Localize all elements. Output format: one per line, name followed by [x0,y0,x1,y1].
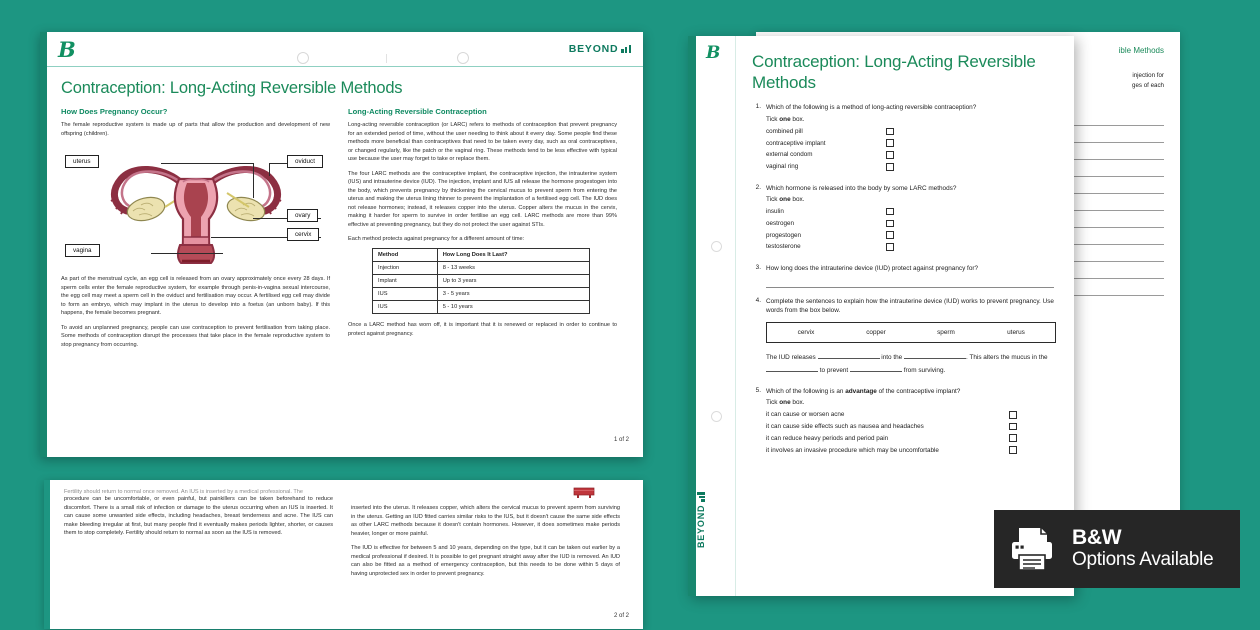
quiz-question-1 [752,103,1060,174]
option-row [766,128,1060,136]
option-checkbox[interactable] [886,220,894,228]
option-row [766,423,1060,431]
sentence-part: from surviving. [901,367,946,374]
option-row [766,411,1060,419]
option-checkbox[interactable] [886,208,894,216]
cell-method: Injection [373,261,438,274]
larc-paragraph-2: The four LARC methods are the contraceptive implant, the contraceptive injection, the intrauterine system (IUS) and intrauterine device (IUD). The injection, implant and IUS all release the hormone progestogen into the body, which prevents pregnancy by thickening the cervical mucus to prevent sperm from entering the uterus and making the uterus lining thinner to prevent the implantation of a fertilised egg cell. The IUD does not release hormones; instead, it releases copper into the uterus. Copper alters the mucus in the cervix, making it harder for sperm to survive in order fertilise an egg cell. LARC methods are more than 99% effective at preventing pregnancy, but they do not protect the user against STIs. [348,170,617,228]
back-text-line-1: injection for [1132,72,1164,79]
brand-dots-icon [621,45,631,53]
tick-instruction [766,196,1060,203]
diagram-label-cervix: cervix [287,228,319,241]
left-document-page-1[interactable] [40,32,643,457]
tick-bold: one [779,195,791,203]
table-row [373,301,590,314]
tick-bold: one [779,115,791,123]
tick-instruction [766,116,1060,123]
option-row [766,151,1060,159]
tick-bold: one [779,398,791,406]
cell-method: IUS [373,288,438,301]
cell-method: Implant [373,274,438,287]
brand-name: BEYOND [696,504,706,548]
table-intro: Each method protects against pregnancy for a different amount of time: [348,236,525,242]
option-checkbox[interactable] [886,243,894,251]
question-number: 3. [755,263,761,271]
larc-paragraph-3: Once a LARC method has worn off, it is important that it is renewed or replaced in order to continue to protect against pregnancy. [348,322,617,337]
left-document-stack[interactable] [40,32,643,619]
diagram-label-oviduct: oviduct [287,155,323,168]
word-bank-item: cervix [797,329,815,337]
binder-hole [457,52,469,64]
tick-prefix: Tick [766,115,780,123]
option-label: it can reduce heavy periods and period pain [766,434,889,442]
beyond-logo-icon: B [706,43,721,63]
option-label: oestrogen [766,219,795,227]
quiz-question-3 [752,264,1060,288]
option-row [766,139,1060,147]
question-text-bold: advantage [845,387,877,395]
tick-suffix: box. [790,195,805,203]
question-text: Which hormone is released into the body by some LARC methods? [766,184,957,192]
option-checkbox[interactable] [886,139,894,147]
contraception-paragraph: To avoid an unplanned pregnancy, people can use contraception to prevent fertilisation from taking place. Some methods of contraception disrupt the processes that take place in the female reproductive system to stop pregnancy from occurring. [61,324,330,348]
intro-paragraph: The female reproductive system is made up of parts that allow the production and development of new offspring (children). [61,122,330,137]
quiz-title: Contraception: Long-Acting Reversible Methods [752,52,1036,92]
option-row [766,163,1060,171]
diagram-label-vagina: vagina [65,244,100,257]
tick-suffix: box. [790,115,805,123]
quiz-sidebar [696,36,736,596]
fill-in-sentence [766,352,1060,378]
word-bank-item: uterus [1007,329,1025,337]
diagram-label-ovary: ovary [287,209,318,222]
word-bank-item: sperm [937,329,955,337]
sentence-part: . This alters the mucus in the [966,354,1048,362]
table-header-method: Method [373,248,438,261]
fill-blank[interactable] [766,371,818,372]
cell-duration: Up to 3 years [437,274,589,287]
section-heading-larc: Long-Acting Reversible Contraception [348,107,487,116]
question-number: 1. [755,103,761,111]
option-checkbox[interactable] [886,151,894,159]
page2-right-text-2: The IUD is effective for between 5 and 10 years, depending on the type, but it can be taken out earlier by a medical professional if desired. It is possible to get pregnant straight away after the IUD is removed. An IUD can also be fitted as a method of emergency contraception, but this needs to be done within 5 days of having unprotected sex in order to prevent pregnancy. [351,545,620,577]
right-column [348,107,617,355]
left-document-page-2[interactable]: Fertility should return to normal once removed. An IUS is inserted by a medical professional. The procedure can be uncomfortable, or even painful, but painkillers can be taken beforehand to reduce discomfort. There is a small risk of infection or damage to the uterus occurring when an IUS is inserted. It can cause some unwanted side effects, including headaches, breast tenderness and acne. The IUS can make bleeding irregular at first, but many people find it eventually makes periods lighter, shorter, or causes them to stop completely. Fertility should return to normal as soon as the IUS is removed. inserted into the uterus. It releases copper, which alters the cervical mucus to prevent sperm from surviving in the uterus. Getting an IUD fitted carries similar risks to the IUS, but it doesn't cause the same side effects as other LARC methods because it doesn't contain hormones. However, it does sometimes make periods heavier, longer or more painful. The IUD is effective for between 5 and 10 years, depending on the type, but it can be taken out earlier by a medical professional if desired. It is possible to get pregnant straight away after the IUD is removed. An IUD can also be fitted as a method of emergency contraception, but this needs to be done within 5 days of having unprotected sex in order to prevent pregnancy. 2 of 2 [44,480,643,629]
option-row [766,220,1060,228]
fill-blank[interactable] [904,358,966,359]
quiz-question-2 [752,184,1060,255]
question-text-suffix: of the contraceptive implant? [876,387,961,395]
option-checkbox[interactable] [886,128,894,136]
quiz-question-5 [752,387,1060,458]
table-header-row [373,248,590,261]
inline-illustration-icon [573,486,595,499]
question-text: Which of the following is a method of long-acting reversible contraception? [766,104,977,112]
cell-method: IUS [373,301,438,314]
back-text-line-2: ges of each [1132,81,1164,89]
option-label: it can cause or worsen acne [766,411,845,419]
menstrual-cycle-paragraph: As part of the menstrual cycle, an egg cell is released from an ovary approximately once every 28 days. If sperm cells enter the female reproductive system, for example through penis-in-vagina sexual intercourse, the egg cell may meet a sperm cell in the oviduct and fertilisation may occur. A fertilised egg cell may divide to form an embryo, which may implant in the uterus to develop into a foetus (an unborn baby). If this happens, the female becomes pregnant. [61,276,330,316]
diagram-label-uterus: uterus [65,155,99,168]
tick-instruction [766,399,1060,406]
bw-options-badge [994,510,1240,588]
option-row [766,208,1060,216]
option-row [766,446,1060,454]
page2-left-text: procedure can be uncomfortable, or even painful, but painkillers can be taken beforehand to reduce discomfort. There is a small risk of infection or damage to the uterus occurring when an IUS is inserted. It can cause some unwanted side effects, including headaches, breast tenderness and acne. The IUS can make bleeding irregular at first, but many people find it eventually makes periods lighter, shorter, or causes them to stop completely. Fertility should return to normal as soon as the IUS is removed. [64,496,333,536]
option-label: combined pill [766,127,803,135]
tick-prefix: Tick [766,398,780,406]
tick-prefix: Tick [766,195,780,203]
back-page-title-fragment: ible Methods [1118,46,1164,55]
option-row [766,243,1060,251]
larc-paragraph-1: Long-acting reversible contraception (or LARC) refers to methods of contraception that prevent pregnancy for an extended period of time, without the user needing to think about it every day. Some people find these methods more beneficial than contraceptives that need to be taken every day, such as oral contraceptives, or changed regularly, like the patch or the vaginal ring. These methods tend to be less effective with typical use because the user may forget to take or replace them. [348,122,617,162]
badge-line-2: Options Available [1072,549,1214,571]
binder-hole [297,52,309,64]
badge-line-1: B&W [1072,526,1122,550]
page-number-2: 2 of 2 [613,613,629,619]
table-row [373,288,590,301]
reproductive-system-diagram [61,145,330,267]
quiz-question-4 [752,297,1060,378]
badge-text [1072,527,1213,570]
option-checkbox[interactable] [1009,434,1017,442]
page-title: Contraception: Long-Acting Reversible Methods [61,79,403,97]
larc-duration-table [372,248,590,315]
option-checkbox[interactable] [1009,423,1017,431]
option-checkbox[interactable] [886,163,894,171]
fill-blank[interactable] [850,371,902,372]
brand-dots-icon [697,492,705,502]
brand-wordmark [569,43,631,55]
brand-name: BEYOND [568,43,619,55]
page2-right-text-1: inserted into the uterus. It releases copper, which alters the cervical mucus to prevent sperm from surviving in the uterus. Getting an IUD fitted carries similar risks to the IUS, but it doesn't cause the same side effects as other LARC methods because it doesn't contain hormones. However, it does sometimes make periods heavier, longer or more painful. [351,505,620,537]
option-label: progestogen [766,231,802,239]
table-header-duration: How Long Does It Last? [437,248,589,261]
fill-blank[interactable] [818,358,880,359]
tick-suffix: box. [790,398,805,406]
option-label: external condom [766,151,813,159]
question-number: 2. [755,183,761,191]
option-label: contraceptive implant [766,139,826,147]
beyond-logo-icon: B [58,36,76,62]
binder-hole [711,241,722,252]
option-checkbox[interactable] [886,231,894,239]
word-bank-box [766,322,1056,343]
option-checkbox[interactable] [1009,446,1017,454]
sentence-part: into the [879,354,905,362]
word-bank-item: copper [866,329,886,337]
question-number: 5. [755,386,761,394]
brand-wordmark-vertical [696,492,706,548]
question-text: How long does the intrauterine device (IUD) protect against pregnancy for? [766,264,979,272]
printer-icon [1010,525,1060,573]
document-header [47,32,643,67]
sentence-part: The IUD releases [766,354,818,362]
option-checkbox[interactable] [1009,411,1017,419]
table-row [373,261,590,274]
cell-duration: 5 - 10 years [437,301,589,314]
sentence-part: to prevent [818,367,850,374]
question-text-prefix: Which of the following is an [766,387,846,395]
section-heading-pregnancy: How Does Pregnancy Occur? [61,107,168,116]
answer-line[interactable] [766,275,1054,288]
cell-duration: 8 - 13 weeks [437,261,589,274]
option-label: insulin [766,208,784,216]
option-label: testosterone [766,243,801,251]
option-row [766,231,1060,239]
question-text [766,387,1060,396]
cell-duration: 3 - 5 years [437,288,589,301]
binder-hole [711,411,722,422]
option-label: it can cause side effects such as nausea and headaches [766,422,924,430]
page-number-1: 1 of 2 [613,437,629,443]
option-label: it involves an invasive procedure which may be uncomfortable [766,446,939,454]
question-text: Complete the sentences to explain how the intrauterine device (IUD) works to prevent pregnancy. Use words from the box below. [766,298,1054,315]
question-number: 4. [755,297,761,304]
table-row [373,274,590,287]
option-row [766,434,1060,442]
header-tick-mark [386,54,387,63]
option-label: vaginal ring [766,163,799,171]
left-column [61,107,330,355]
